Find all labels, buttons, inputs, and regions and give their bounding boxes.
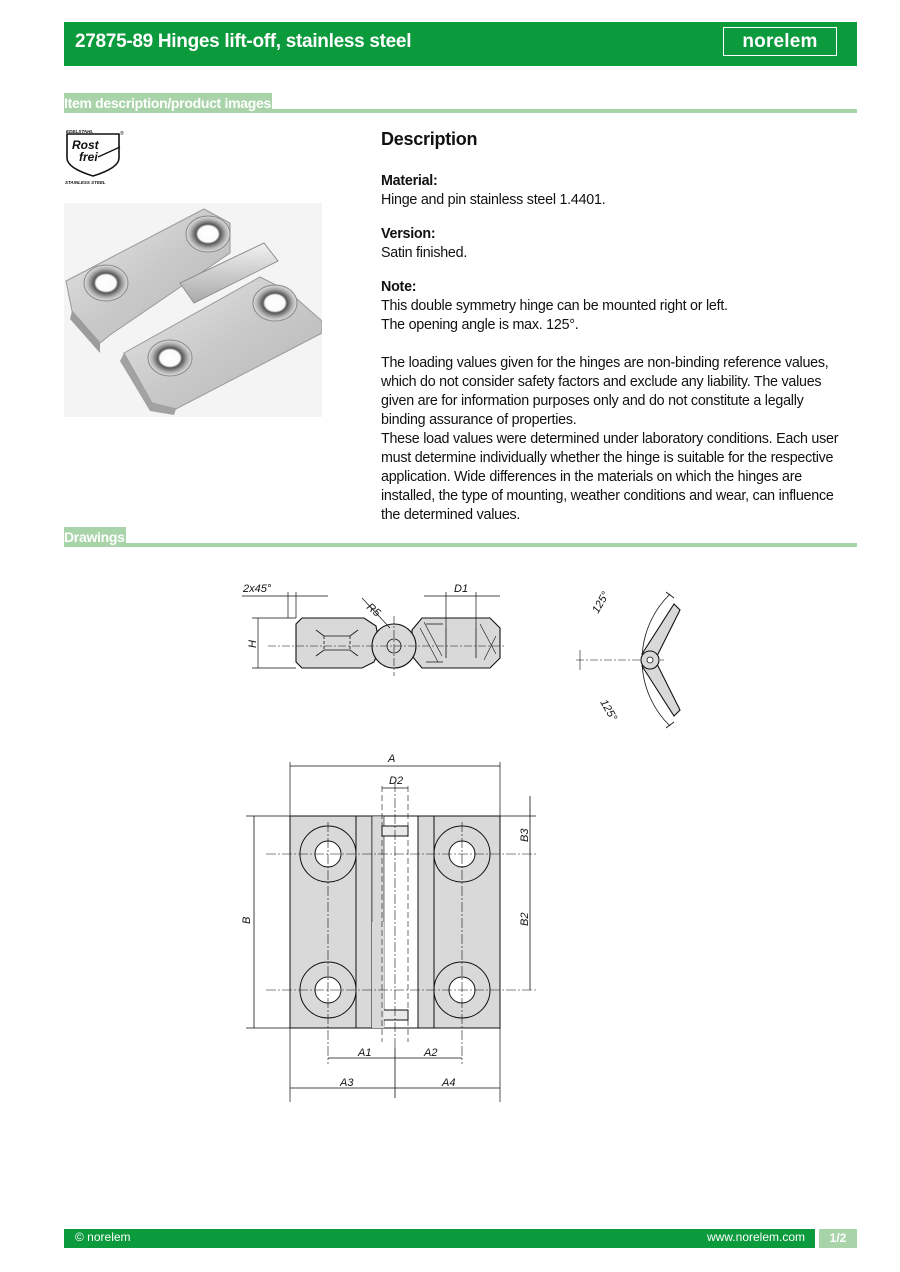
dim-b2: B2 — [519, 912, 531, 926]
section-drawings-bar — [64, 525, 857, 547]
angle-bottom-label: 125° — [597, 697, 620, 724]
dim-h: H — [247, 640, 259, 648]
material-text: Hinge and pin stainless steel 1.4401. — [381, 192, 606, 208]
dim-a3: A3 — [340, 1077, 354, 1089]
badge-top-text: EDELSTAHL — [66, 129, 94, 134]
dim-d1: D1 — [454, 583, 469, 595]
page-header — [64, 22, 857, 66]
dim-a4: A4 — [442, 1077, 456, 1089]
description-heading: Description — [381, 129, 478, 149]
material-label: Material: — [381, 173, 438, 189]
laboratory-conditions-paragraph: These load values were determined under laboratory conditions. Each user must determine individually whether the hinge is suitable for the respective application. Wide differences in the materials on which the hinges are installed, the type of mounting, weather conditions and wear, can influence the determined values. — [381, 431, 839, 523]
stainless-steel-badge — [64, 128, 128, 186]
note-line-2: The opening angle is max. 125°. — [381, 317, 579, 333]
badge-line1: Rost — [72, 138, 99, 152]
page-number: 1/2 — [819, 1229, 857, 1248]
note-label: Note: — [381, 279, 417, 295]
footer-copyright: © norelem — [75, 1230, 131, 1244]
dim-d2: D2 — [389, 775, 404, 787]
opening-angle-drawing — [570, 584, 700, 734]
dim-a1: A1 — [358, 1047, 372, 1059]
badge-line2: frei — [79, 150, 98, 164]
dim-a2: A2 — [424, 1047, 438, 1059]
section-images-label: Item description/product images — [64, 95, 271, 111]
section-drawings-label: Drawings — [64, 529, 125, 545]
version-label: Version: — [381, 226, 436, 242]
badge-bottom-text: STAINLESS STEEL — [65, 180, 106, 185]
page-footer — [64, 1229, 857, 1248]
description-block — [381, 128, 851, 525]
footer-website-link[interactable]: www.norelem.com — [706, 1230, 805, 1244]
dim-a: A — [388, 753, 396, 765]
loading-values-paragraph: The loading values given for the hinges are non-binding reference values, which do not consider safety factors and exclude any liability. The values given are for information purposes only and do not constitute a legally binding assurance of properties. — [381, 355, 829, 428]
side-view-drawing — [238, 578, 508, 678]
front-view-drawing — [236, 752, 546, 1102]
norelem-logo — [723, 27, 837, 56]
product-photo — [64, 203, 322, 417]
angle-top-label: 125° — [590, 589, 612, 616]
logo-text: norelem — [742, 30, 818, 52]
section-images-bar — [64, 91, 857, 113]
page-title: 27875-89 Hinges lift-off, stainless steel — [75, 31, 412, 52]
badge-registered: ® — [120, 131, 124, 137]
dim-chamfer: 2x45° — [243, 583, 272, 595]
note-line-1: This double symmetry hinge can be mounted right or left. — [381, 298, 728, 314]
dim-b3: B3 — [519, 828, 531, 842]
version-text: Satin finished. — [381, 245, 468, 261]
dim-b: B — [241, 916, 253, 924]
dim-r5: R5 — [364, 601, 383, 620]
